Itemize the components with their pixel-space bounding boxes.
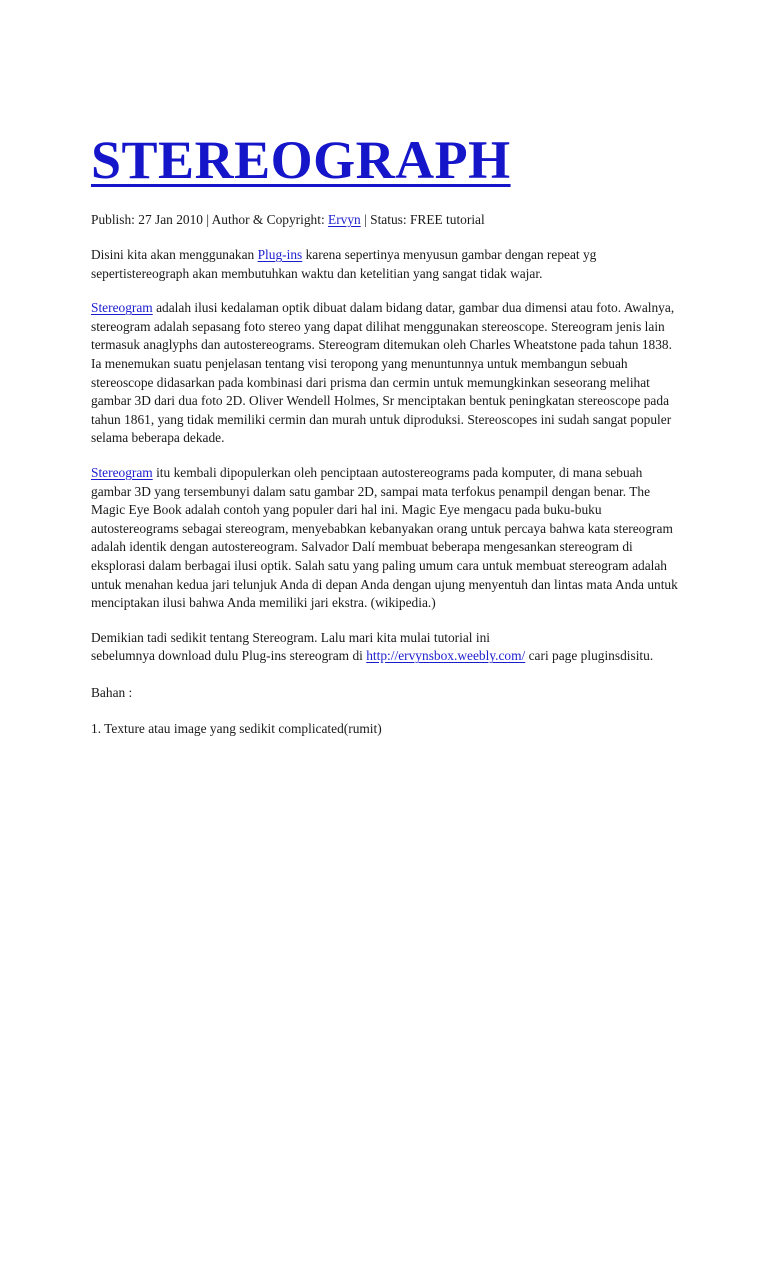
meta-suffix: | Status: FREE tutorial: [360, 212, 485, 227]
author-link[interactable]: Ervyn: [328, 212, 361, 227]
intro-before: Disini kita akan menggunakan: [91, 247, 258, 262]
intro-after: karena sepertinya menyusun gambar dengan repeat yg sepertistereograph akan membutuhkan waktu dan ketelitian yang sangat tidak wajar.: [91, 247, 597, 281]
stereogram-paragraph-1: [91, 299, 681, 448]
list-item: 1. Texture atau image yang sedikit complicated(rumit): [91, 721, 382, 737]
stereogram-link-2[interactable]: Stereogram: [91, 464, 153, 480]
publish-meta: [91, 210, 681, 229]
ervynsbox-link[interactable]: http://ervynsbox.weebly.com/: [366, 648, 526, 664]
para3-line1: Demikian tadi sedikit tentang Stereogram. Lalu mari kita mulai tutorial ini: [91, 629, 491, 645]
bahan-label: Bahan :: [91, 684, 133, 700]
para1-text: adalah ilusi kedalaman optik dibuat dalam bidang datar, gambar dua dimensi atau foto. Awalnya, stereogram adalah sepasang foto stereo yang dapat dilihat menggunakan stereoscope. Stereogram jenis lain termasuk anaglyphs dan autostereograms. Stereogram ditemukan oleh Charles Wheatstone pada tahun 1838. Ia menemukan suatu penjelasan tentang visi teropong yang menuntunnya untuk membangun sebuah stereoscope didasarkan pada kombinasi dari prisma dan cermin untuk memungkinkan seseorang melihat gambar 3D dari dua foto 2D. Oliver Wendell Holmes, Sr menciptakan bentuk peningkatan stereoscope pada tahun 1861, yang tidak memiliki cermin dan murah untuk diproduksi. Stereoscopes ini sudah sangat populer selama beberapa dekade.: [91, 300, 675, 446]
download-paragraph: [91, 629, 681, 666]
page-title[interactable]: STEREOGRAPH: [91, 130, 511, 190]
stereogram-link-1[interactable]: Stereogram: [91, 300, 153, 316]
plugins-link[interactable]: Plug-ins: [257, 247, 303, 262]
para2-text: itu kembali dipopulerkan oleh penciptaan autostereograms pada komputer, di mana sebuah gambar 3D yang tersembunyi dalam satu gambar 2D, sampai mata terfokus penampil dengan benar. The Magic Eye Book adalah contoh yang populer dari hal ini. Magic Eye mengacu pada buku-buku autostereograms sebagai stereogram, menyebabkan kebanyakan orang untuk percaya bahwa kata stereogram adalah identik dengan autostereogram. Salvador Dalí membuat beberapa mengesankan stereogram di eksplorasi dalam berbagai ilusi optik. Salah satu yang paling umum cara untuk membuat stereogram adalah untuk menahan kedua jari telunjuk Anda di depan Anda dengan ujung menyentuh dan lintas mata Anda untuk menciptakan ilusi bahwa Anda memiliki jari ekstra. (wikipedia.): [91, 464, 678, 611]
para3-after: cari page pluginsdisitu.: [525, 648, 654, 664]
para3-before: sebelumnya download dulu Plug-ins stereogram di: [91, 648, 367, 664]
meta-prefix: Publish: 27 Jan 2010 | Author & Copyright:: [91, 212, 329, 227]
intro-paragraph: [91, 246, 681, 283]
stereogram-paragraph-2: [91, 464, 681, 613]
document-page: [91, 128, 681, 739]
